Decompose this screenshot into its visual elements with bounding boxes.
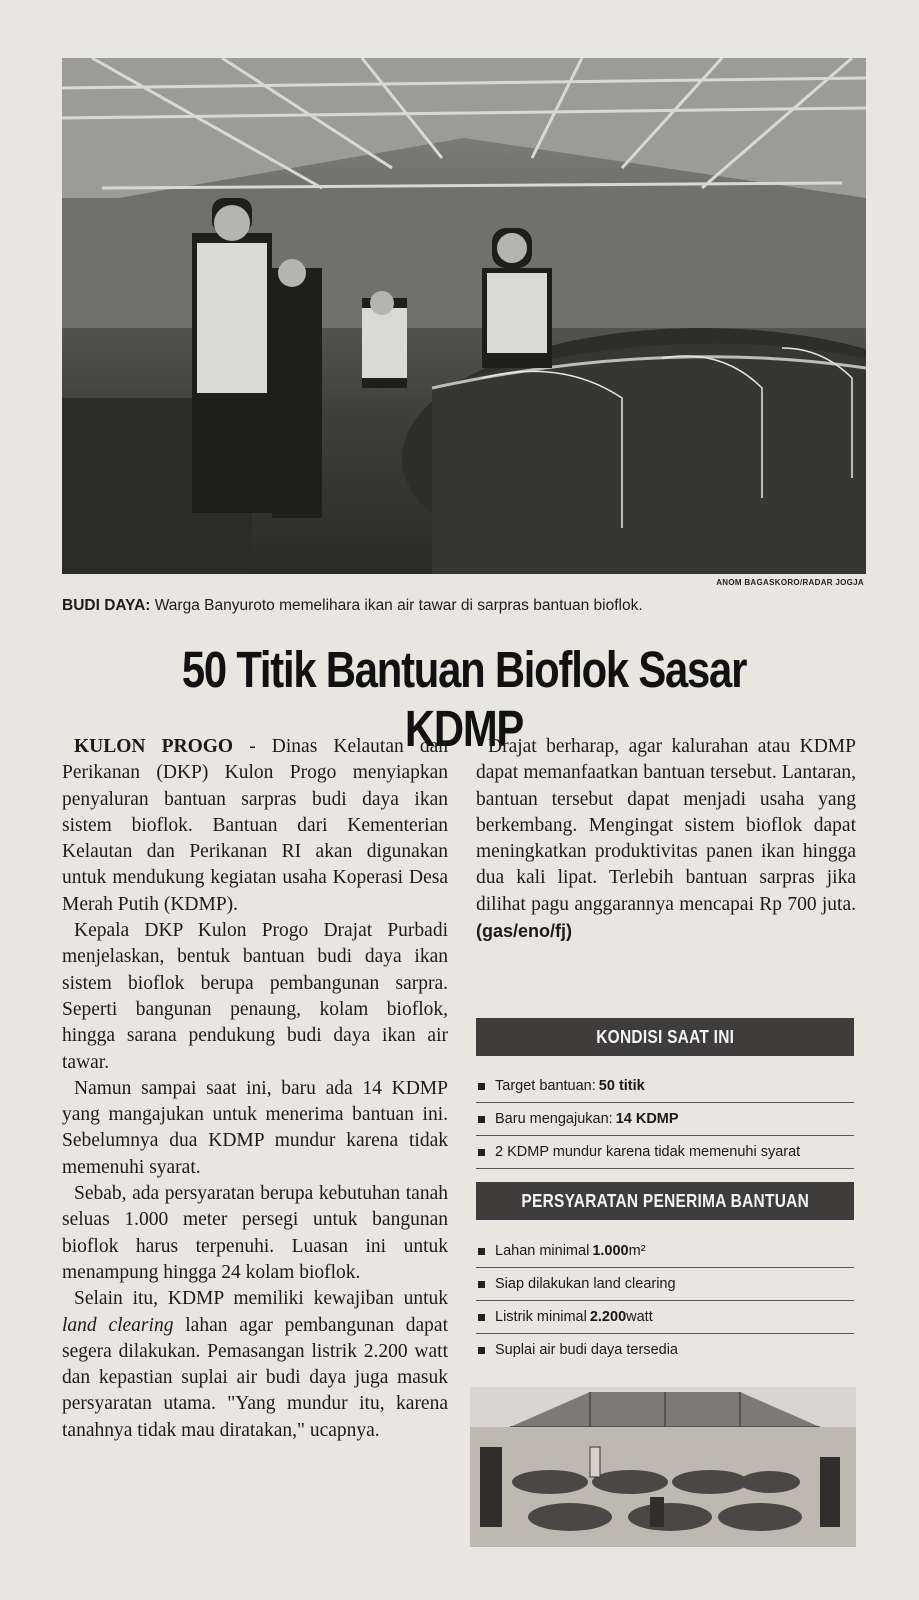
- paragraph-3: Namun sampai saat ini, baru ada 14 KDMP yang mangajukan untuk menerima bantuan ini. Sebelumnya dua KDMP mundur karena tidak memenuhi syarat.: [62, 1077, 448, 1178]
- paragraph-5-text-a: Selain itu, KDMP memiliki kewajiban untuk: [74, 1288, 448, 1310]
- square-bullet-icon: [478, 1116, 485, 1123]
- paragraph-5-italic: land clearing: [62, 1314, 174, 1336]
- paragraph-1: [62, 734, 448, 918]
- article-column-2: [476, 734, 856, 945]
- item-value: 14 KDMP: [615, 1111, 679, 1127]
- list-item: [476, 1070, 854, 1103]
- item-text: 2 KDMP mundur karena tidak memenuhi syarat: [495, 1144, 801, 1160]
- bioflok-illustration: [470, 1387, 856, 1547]
- photo-caption: [62, 597, 866, 615]
- paragraph-2: Kepala DKP Kulon Progo Drajat Purbadi menjelaskan, bentuk bantuan budi daya ikan sistem bioflok berupa pembangunan sarpra. Seperti bangunan penaung, kolam bioflok, hingga sarana pendukung budi daya ikan air tawar.: [62, 920, 448, 1073]
- item-suffix: watt: [626, 1309, 653, 1325]
- square-bullet-icon: [478, 1248, 485, 1255]
- item-value: 2.200: [589, 1309, 627, 1325]
- box-kondisi-title: [476, 1018, 854, 1056]
- square-bullet-icon: [478, 1314, 485, 1321]
- box-kondisi-title-text: KONDISI SAAT INI: [595, 1026, 735, 1047]
- list-item: [476, 1136, 854, 1169]
- box-kondisi-list: [476, 1070, 854, 1169]
- list-item: [476, 1103, 854, 1136]
- paragraph-6-text: Drajat berharap, agar kalurahan atau KDMP dapat memanfaatkan bantuan tersebut. Lantaran, bantuan tersebut dapat menjadi usaha yang berkembang. Mengingat sistem bioflok dapat meningkatkan produktivitas panen ikan hingga dua kali lipat. Terlebih bantuan sarpras jika dilihat pagu anggarannya mencapai Rp 700 juta.: [476, 736, 856, 915]
- dateline: KULON PROGO: [74, 736, 234, 757]
- article-photo: [62, 58, 866, 574]
- article-column-1: [62, 734, 448, 1444]
- paragraph-1-text: - Dinas Kelautan dan Perikanan (DKP) Kulon Progo menyiapkan penyaluran bantuan sarpras budi daya ikan sistem bioflok. Bantuan dari Kementerian Kelautan dan Perikanan RI akan digunakan untuk mendukung kegiatan usaha Koperasi Desa Merah Putih (KDMP).: [62, 736, 448, 915]
- item-text: Siap dilakukan land clearing: [495, 1276, 676, 1292]
- list-item: [476, 1301, 854, 1334]
- item-text: Target bantuan:: [495, 1078, 596, 1094]
- paragraph-5: [62, 1286, 448, 1444]
- caption-label: BUDI DAYA:: [62, 597, 151, 614]
- paragraph-5-text-b: lahan agar pembangunan dapat segera dilakukan. Pemasangan listrik 2.200 watt dan kepastian suplai air budi daya juga masuk persyaratan utama. "Yang mundur itu, karena tanahnya tidak mau diratakan," ucapnya.: [62, 1314, 448, 1441]
- box-persyaratan-title: [476, 1182, 854, 1220]
- item-text: Lahan minimal: [495, 1243, 590, 1259]
- list-item: [476, 1268, 854, 1301]
- author-tag: (gas/eno/fj): [476, 921, 573, 942]
- square-bullet-icon: [478, 1347, 485, 1354]
- caption-text: Warga Banyuroto memelihara ikan air tawar di sarpras bantuan bioflok.: [150, 597, 643, 614]
- square-bullet-icon: [478, 1083, 485, 1090]
- item-suffix: m²: [628, 1243, 646, 1259]
- item-value: 50 titik: [598, 1078, 645, 1094]
- item-value: 1.000: [592, 1243, 629, 1259]
- item-text: Listrik minimal: [495, 1309, 587, 1325]
- item-text: Baru mengajukan:: [495, 1111, 613, 1127]
- list-item: [476, 1334, 854, 1366]
- paragraph-6: [476, 734, 856, 945]
- square-bullet-icon: [478, 1149, 485, 1156]
- paragraph-4: Sebab, ada persyaratan berupa kebutuhan tanah seluas 1.000 meter persegi untuk bangunan bioflok harus terpenuhi. Luasan ini untuk menampung hingga 24 kolam bioflok.: [62, 1183, 448, 1283]
- box-persyaratan-list: [476, 1235, 854, 1366]
- item-text: Suplai air budi daya tersedia: [495, 1342, 678, 1358]
- photo-credit: ANOM BAGASKORO/RADAR JOGJA: [716, 578, 864, 587]
- list-item: [476, 1235, 854, 1268]
- box-persyaratan-title-text: PERSYARATAN PENERIMA BANTUAN: [521, 1190, 809, 1211]
- headline: 50 Titik Bantuan Bioflok Sasar KDMP: [181, 641, 747, 757]
- square-bullet-icon: [478, 1281, 485, 1288]
